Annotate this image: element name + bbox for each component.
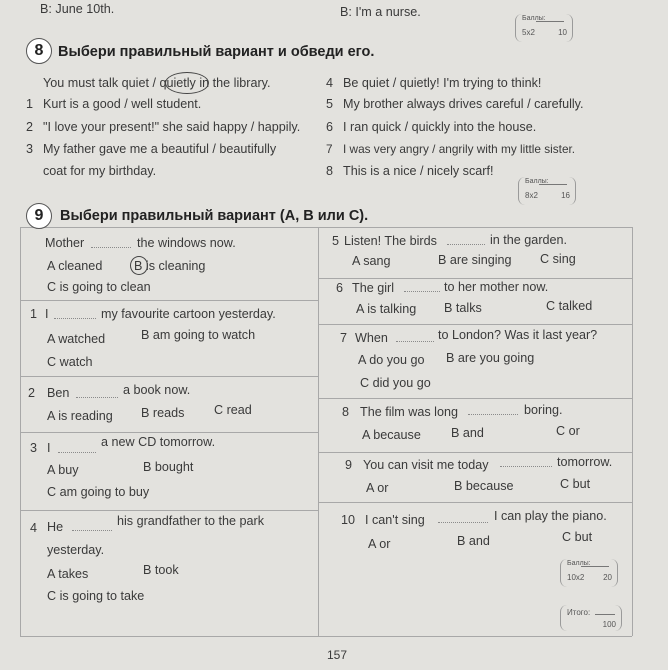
page-number: 157 bbox=[327, 648, 348, 662]
answer-blank bbox=[468, 414, 518, 415]
score-line bbox=[581, 566, 609, 567]
question-end: his grandfather to the park bbox=[117, 514, 265, 528]
total-label: Итого: bbox=[567, 608, 591, 617]
question-end: a book now. bbox=[123, 383, 191, 397]
question-end: to London? Was it last year? bbox=[438, 328, 598, 342]
question-start: The girl bbox=[352, 281, 394, 295]
question-number: 9 bbox=[345, 458, 353, 472]
ex8-item-number: 2 bbox=[26, 120, 34, 134]
question-number: 2 bbox=[28, 386, 36, 400]
option-c: C but bbox=[560, 477, 591, 491]
option-a: A watched bbox=[47, 332, 106, 346]
ex9-example-q1: Mother bbox=[45, 236, 85, 250]
answer-blank bbox=[500, 466, 552, 467]
option-b: B bought bbox=[143, 460, 194, 474]
ex8-item-text: I was very angry / angrily with my little sister. bbox=[343, 142, 576, 156]
question-end: I can play the piano. bbox=[494, 509, 607, 523]
question-end: a new CD tomorrow. bbox=[101, 435, 216, 449]
question-start: Ben bbox=[47, 386, 70, 400]
ex8-item-text: Kurt is a good / well student. bbox=[43, 97, 202, 111]
row-rule bbox=[318, 278, 632, 279]
question-number: 8 bbox=[342, 405, 350, 419]
answer-blank bbox=[91, 247, 131, 248]
exercise-9-title: Выбери правильный вариант (A, B или C). bbox=[60, 208, 369, 224]
row-rule bbox=[20, 300, 318, 301]
ex8-item-text: Be quiet / quietly! I'm trying to think! bbox=[343, 76, 542, 90]
score-factor: 10x2 bbox=[567, 573, 585, 582]
question-number: 3 bbox=[30, 441, 38, 455]
question-end: tomorrow. bbox=[557, 455, 613, 469]
score-label: Баллы: bbox=[567, 560, 591, 567]
exercise-9-top-rule bbox=[20, 227, 632, 228]
answer-blank bbox=[76, 397, 118, 398]
option-b: B reads bbox=[141, 406, 185, 420]
question-end: in the garden. bbox=[490, 233, 568, 247]
option-a: A is reading bbox=[47, 409, 113, 423]
answer-blank bbox=[72, 530, 112, 531]
ex8-item-text: "I love your present!" she said happy / happily. bbox=[43, 120, 301, 134]
row-rule bbox=[318, 398, 632, 399]
score-max: 16 bbox=[561, 191, 570, 200]
score-line bbox=[539, 184, 567, 185]
prev-answer-left: B: June 10th. bbox=[40, 2, 115, 16]
option-c: C but bbox=[562, 530, 593, 544]
option-b: B talks bbox=[444, 301, 482, 315]
question-end: boring. bbox=[524, 403, 563, 417]
row-rule bbox=[318, 452, 632, 453]
question-start: He bbox=[47, 520, 64, 534]
question-start: I bbox=[47, 441, 51, 455]
option-c: C sing bbox=[540, 252, 576, 266]
ex8-item-text: coat for my birthday. bbox=[43, 164, 157, 178]
answer-circle bbox=[130, 256, 148, 275]
question-end-line-2: yesterday. bbox=[47, 543, 105, 557]
prev-answer-right: B: I'm a nurse. bbox=[340, 5, 421, 19]
ex8-item-number: 4 bbox=[326, 76, 334, 90]
answer-blank bbox=[58, 452, 96, 453]
option-c: C watch bbox=[47, 355, 93, 369]
option-a: A or bbox=[366, 481, 389, 495]
score-box-1 bbox=[515, 14, 573, 42]
option-a: A buy bbox=[47, 463, 79, 477]
row-rule bbox=[318, 502, 632, 503]
score-label: Баллы: bbox=[522, 15, 546, 22]
option-c: C or bbox=[556, 424, 580, 438]
total-max: 100 bbox=[602, 620, 616, 629]
question-number: 6 bbox=[336, 281, 344, 295]
ex8-item-text: My brother always drives careful / carefully. bbox=[343, 97, 584, 111]
exercise-9-number: 9 bbox=[26, 203, 52, 229]
answer-blank bbox=[396, 341, 434, 342]
score-label: Баллы: bbox=[525, 178, 549, 185]
question-start: Listen! The birds bbox=[344, 234, 437, 248]
option-a: A or bbox=[368, 537, 391, 551]
question-start: When bbox=[355, 331, 388, 345]
ex8-item-number: 3 bbox=[26, 142, 34, 156]
exercise-8-title: Выбери правильный вариант и обведи его. bbox=[58, 44, 375, 60]
ex9-example-q2: the windows now. bbox=[137, 236, 236, 250]
option-b: B is cleaning bbox=[134, 259, 206, 273]
ex8-item-text: My father gave me a beautiful / beautifully bbox=[43, 142, 277, 156]
question-start: The film was long bbox=[360, 405, 458, 419]
row-rule bbox=[20, 510, 318, 511]
question-number: 7 bbox=[340, 331, 348, 345]
row-rule bbox=[20, 432, 318, 433]
ex8-item-number: 6 bbox=[326, 120, 334, 134]
option-a: A takes bbox=[47, 567, 89, 581]
exercise-9-bottom-rule bbox=[20, 636, 632, 637]
option-c: C read bbox=[214, 403, 252, 417]
answer-circle bbox=[165, 72, 209, 94]
ex8-item-number: 5 bbox=[326, 97, 334, 111]
option-c: C talked bbox=[546, 299, 593, 313]
column-divider bbox=[318, 227, 319, 636]
ex8-item-number: 7 bbox=[326, 142, 333, 156]
score-factor: 5x2 bbox=[522, 28, 535, 37]
option-b: B and bbox=[457, 534, 490, 548]
score-line bbox=[536, 21, 564, 22]
question-number: 4 bbox=[30, 521, 38, 535]
ex8-example: You must talk quiet / quietly in the library. bbox=[43, 76, 271, 90]
question-number: 10 bbox=[341, 513, 356, 527]
answer-blank bbox=[438, 522, 488, 523]
option-b: B are you going bbox=[446, 351, 535, 365]
score-max: 10 bbox=[558, 28, 567, 37]
row-rule bbox=[20, 376, 318, 377]
answer-blank bbox=[447, 244, 485, 245]
option-b: B am going to watch bbox=[141, 328, 256, 342]
option-c: C is going to clean bbox=[47, 280, 151, 294]
option-b: B and bbox=[451, 426, 484, 440]
exercise-9-right-rule bbox=[632, 227, 633, 636]
option-a: A is talking bbox=[356, 302, 417, 316]
option-a: A cleaned bbox=[47, 259, 103, 273]
question-end: my favourite cartoon yesterday. bbox=[101, 307, 276, 321]
total-box bbox=[560, 605, 622, 631]
option-c: C did you go bbox=[360, 376, 431, 390]
option-b: B took bbox=[143, 563, 179, 577]
question-start: I can't sing bbox=[365, 513, 425, 527]
answer-blank bbox=[54, 318, 96, 319]
question-number: 1 bbox=[30, 307, 38, 321]
option-a: A sang bbox=[352, 254, 391, 268]
ex8-item-number: 8 bbox=[326, 164, 334, 178]
option-a: A because bbox=[362, 428, 421, 442]
option-c: C is going to take bbox=[47, 589, 145, 603]
option-c: C am going to buy bbox=[47, 485, 150, 499]
exercise-8-number: 8 bbox=[26, 38, 52, 64]
question-number: 5 bbox=[332, 234, 340, 248]
option-a: A do you go bbox=[358, 353, 425, 367]
ex8-item-number: 1 bbox=[26, 97, 34, 111]
score-max: 20 bbox=[603, 573, 612, 582]
option-b: B are singing bbox=[438, 253, 512, 267]
ex8-item-text: This is a nice / nicely scarf! bbox=[343, 164, 494, 178]
total-line bbox=[595, 614, 615, 615]
score-box-2 bbox=[518, 177, 576, 205]
answer-blank bbox=[404, 291, 440, 292]
ex8-item-text: I ran quick / quickly into the house. bbox=[343, 120, 537, 134]
question-start: You can visit me today bbox=[363, 458, 489, 472]
question-end: to her mother now. bbox=[444, 280, 549, 294]
row-rule bbox=[318, 324, 632, 325]
option-b: B because bbox=[454, 479, 514, 493]
score-factor: 8x2 bbox=[525, 191, 538, 200]
score-box-3 bbox=[560, 559, 618, 587]
question-start: I bbox=[45, 307, 49, 321]
